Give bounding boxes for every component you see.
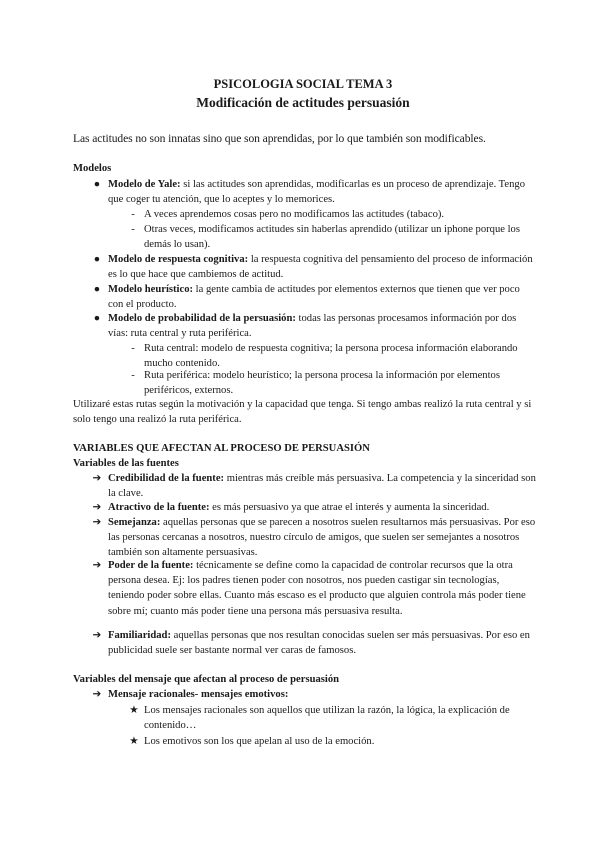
probability-label: Modelo de probabilidad de la persuasión: [108,313,296,324]
bullet-dot: ● [93,254,101,265]
list-item-heuristic [93,282,536,312]
list-subitem [131,222,534,252]
star-text: Los mensajes racionales son aquellos que utilizan la razón, la lógica, la explicación de contenido… [144,705,510,732]
list-item-source [92,515,536,561]
models-closing-paragraph: Utilizaré estas rutas según la motivación y la capacidad que tenga. Si tengo ambas realizó la ruta central y si solo tengo una realizó la ruta periférica. [73,399,532,426]
star-icon: ★ [129,705,139,716]
star-text: Los emotivos son los que apelan al uso de la emoción. [144,736,375,747]
message-label: Mensaje racionales- mensajes emotivos: [108,689,289,700]
message-heading: Variables del mensaje que afectan al proceso de persuasión [73,674,340,685]
document-subtitle: Modificación de actitudes persuasión [196,95,410,110]
list-subitem-star [129,703,536,733]
models-heading: Modelos [73,163,112,174]
list-item-yale [93,177,536,207]
probability-sub-1: Ruta central: modelo de respuesta cognitiva; la persona procesa información elaborando mucho contenido. [144,343,518,370]
source-label: Semejanza: [108,517,161,528]
list-subitem [131,341,534,371]
bullet-dot: ● [93,284,101,295]
bullet-dot: ● [93,313,101,324]
list-item-cognitive [93,252,536,282]
list-item-source [92,628,536,658]
list-item-source [92,500,536,515]
yale-sub-1: A veces aprendemos cosas pero no modificamos las actitudes (tabaco). [144,209,445,220]
bullet-dash: - [131,370,135,381]
yale-text: si las actitudes son aprendidas, modificarlas es un proceso de aprendizaje. Tengo que coger tu atención, que lo aceptes y lo memorices. [108,179,526,206]
source-text: es más persuasivo ya que atrae el interés y aumenta la sinceridad. [209,502,490,513]
list-subitem-star [129,734,536,749]
heuristic-text: la gente cambia de actitudes por elementos externos que tienen que ver poco con el producto. [108,284,520,311]
sources-heading: Variables de las fuentes [73,458,179,469]
yale-sub-2: Otras veces, modificamos actitudes sin haberlas aprendido (utilizar un iphone porque los demás lo usan). [144,224,520,251]
source-text: mientras más creíble más persuasiva. La competencia y la sinceridad son la clave. [108,473,536,500]
source-label: Credibilidad de la fuente: [108,473,225,484]
source-label: Familiaridad: [108,630,171,641]
cognitive-text: la respuesta cognitiva del pensamiento del proceso de información es lo que hace que cambiemos de actitud. [108,254,533,281]
intro-paragraph: Las actitudes no son innatas sino que son aprendidas, por lo que también son modificables. [73,132,486,145]
arrow-icon: ➔ [92,630,102,641]
document-title: PSICOLOGIA SOCIAL TEMA 3 [213,77,393,91]
source-label: Poder de la fuente: [108,560,194,571]
probability-text: todas las personas procesamos información por dos vías: ruta central y ruta periférica. [108,313,517,340]
list-item-probability [93,311,536,341]
arrow-icon: ➔ [92,517,102,528]
star-icon: ★ [129,736,139,747]
variables-heading: VARIABLES QUE AFECTAN AL PROCESO DE PERSUASIÓN [73,443,370,454]
source-text: aquellas personas que se parecen a nosotros suelen resultarnos más persuasivas. Por eso las personas cercanas a nosotros, nuestro círculo de amigos, que suelen ser semejantes a nosotros también son altamente persuasivas. [108,517,536,559]
list-item-source [92,471,536,501]
arrow-icon: ➔ [92,502,102,513]
yale-label: Modelo de Yale: [108,179,181,190]
list-subitem [131,368,534,398]
list-subitem [131,207,534,222]
arrow-icon: ➔ [92,473,102,484]
source-text: aquellas personas que nos resultan conocidas suelen ser más persuasivas. Por eso en publicidad suele ser bastante normal ver caras de famosos. [108,630,530,657]
source-label: Atractivo de la fuente: [108,502,210,513]
list-item-source [92,558,536,619]
probability-sub-2: Ruta periférica: modelo heurístico; la persona procesa la información por elementos periféricos, externos. [144,370,500,397]
cognitive-label: Modelo de respuesta cognitiva: [108,254,249,265]
heuristic-label: Modelo heurístico: [108,284,194,295]
source-text: técnicamente se define como la capacidad de controlar recursos que la otra persona desea. Ej: los padres tienen poder con nosotros, nos pueden castigar sin tecnologías, teniendo poder sobre ellas. Cuanto más escaso es el producto que alguien controla más poder tiene sobre mí; cuanto más poder tiene una persona más persuasiva resulta. [108,560,526,617]
bullet-dash: - [131,209,135,220]
list-item-message [92,687,536,702]
bullet-dash: - [131,343,135,354]
bullet-dot: ● [93,179,101,190]
bullet-dash: - [131,224,135,235]
arrow-icon: ➔ [92,689,102,700]
arrow-icon: ➔ [92,560,102,571]
